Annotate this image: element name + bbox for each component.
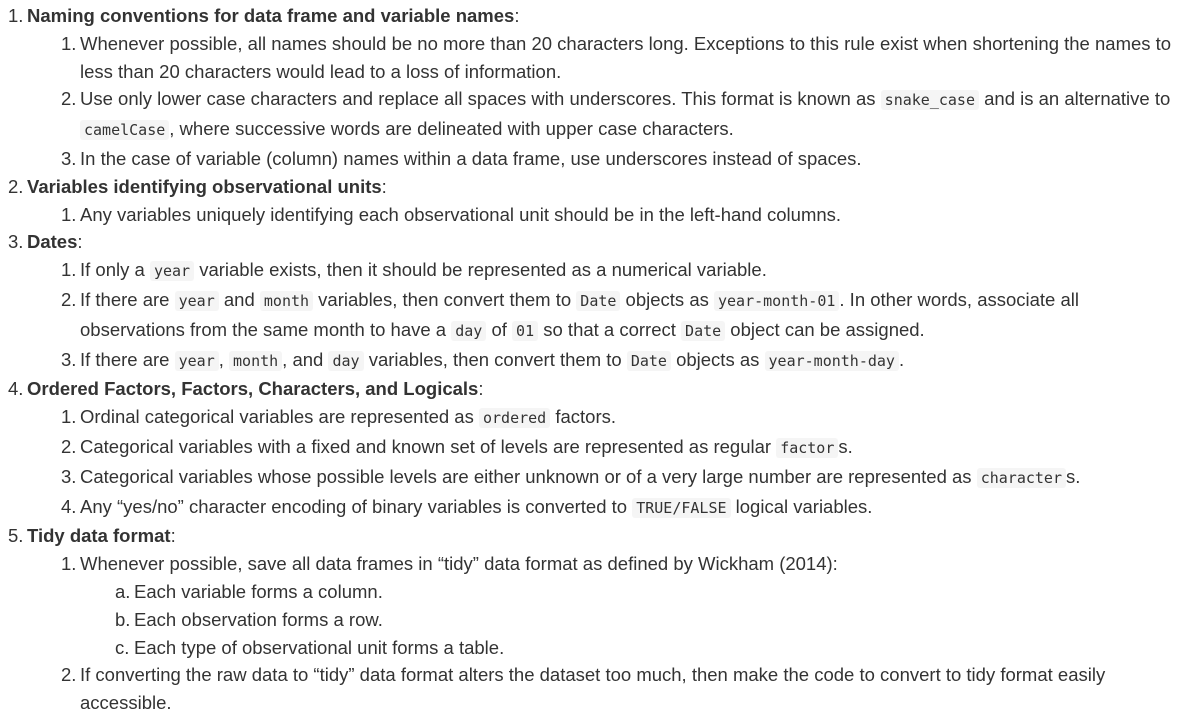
list-item: 1. Naming conventions for data frame and variable names: 1. Whenever possible, all names should be no more than 20 characters long. Exceptions to this rule exist when shortening the names to less than 20 characters would lead to a loss of information. 2. Use only lower case characters and replace all spaces with underscores. This format is known as snake_case and is an alternative to camelCase , where successive words are delineated with upper case characters. 3. In the case of variable (column) names within a data frame, use underscores instead of spaces. bbox=[0, 2, 1200, 173]
text: In the case of variable (column) names within a data frame, use underscores instead of spaces. bbox=[80, 147, 862, 169]
sub-list bbox=[0, 256, 1200, 375]
item-number: 2. bbox=[8, 175, 24, 197]
text: . In other words, associate all observations from the same month to have a bbox=[80, 288, 1079, 340]
sub-list bbox=[0, 201, 1200, 229]
inline-code: year-month-day bbox=[765, 351, 899, 371]
inline-code: Date bbox=[576, 291, 620, 311]
inline-code: character bbox=[977, 468, 1066, 488]
text: Ordinal categorical variables are represented as bbox=[80, 406, 479, 428]
sub-item-number: 1. bbox=[61, 553, 77, 575]
list-item: 3. Dates: 1. If only a year variable exists, then it should be represented as a numerical variable. 2. If there are year and month variables, then convert them to Date objects as year-month-01 . In other words, associate all observations from the same month to have a day of 01 so that a correct Date object can be assigned. 3. If there are year , month , and day variables, then convert them to Date objects as year-month-day . bbox=[0, 228, 1200, 375]
text: . bbox=[898, 348, 905, 370]
text: If converting the raw data to “tidy” data format alters the dataset too much, then make the code to convert to tidy format easily accessible. bbox=[80, 664, 1106, 714]
sub-sub-list-item bbox=[0, 634, 1186, 662]
sub-sub-item-letter: c. bbox=[115, 636, 130, 658]
list-item: 2. Variables identifying observational units: 1. Any variables uniquely identifying each observational unit should be in the left-hand columns. bbox=[0, 173, 1200, 229]
text: objects as bbox=[670, 348, 765, 370]
text: Categorical variables whose possible levels are either unknown or of a very large number are represented as bbox=[80, 465, 977, 487]
list-item: 5. Tidy data format: 1. Whenever possible, save all data frames in “tidy” data format as defined by Wickham (2014): a. Each variable forms a column. b. Each observation forms a row. c. Each type of observational unit forms a table. 2. If converting the raw data to “tidy” data format alters the dataset too much, then make the code to convert to tidy format easily accessible. bbox=[0, 522, 1200, 717]
sub-list-item bbox=[0, 201, 1200, 229]
inline-code: month bbox=[260, 291, 313, 311]
text: If there are bbox=[80, 288, 175, 310]
text: variable exists, then it should be represented as a numerical variable. bbox=[194, 259, 767, 281]
inline-code: snake_case bbox=[881, 90, 979, 110]
sub-list-item bbox=[0, 463, 1200, 493]
text: Use only lower case characters and replace all spaces with underscores. This format is known as bbox=[80, 88, 881, 110]
inline-code: year-month-01 bbox=[714, 291, 839, 311]
text: factors. bbox=[550, 406, 617, 428]
list-item: 4. Ordered Factors, Factors, Characters, and Logicals: 1. Ordinal categorical variables are represented as ordered factors. 2. Categorical variables with a fixed and known set of levels are represented as regular factor s. 3. Categorical variables whose possible levels are either unknown or of a very large number are represented as character s. 4. Any “yes/no” character encoding of binary variables is converted to TRUE/FALSE logical variables. bbox=[0, 375, 1200, 522]
guidelines-list bbox=[0, 2, 1200, 717]
text: , bbox=[218, 348, 230, 370]
inline-code: factor bbox=[776, 438, 838, 458]
item-title: Variables identifying observational units bbox=[27, 175, 382, 197]
sub-list-item bbox=[0, 85, 1200, 145]
sub-item-number: 2. bbox=[61, 88, 77, 110]
inline-code: year bbox=[175, 291, 219, 311]
text: Each observation forms a row. bbox=[134, 608, 383, 630]
sub-list-item bbox=[0, 286, 1200, 346]
item-title: Dates bbox=[27, 231, 78, 253]
sub-item-number: 4. bbox=[61, 495, 77, 517]
sub-list-item bbox=[0, 346, 1200, 376]
inline-code: 01 bbox=[512, 321, 538, 341]
item-title: Naming conventions for data frame and variable names bbox=[27, 5, 515, 26]
inline-code: ordered bbox=[479, 408, 550, 428]
text: , where successive words are delineated with upper case characters. bbox=[169, 118, 734, 140]
sub-list bbox=[0, 550, 1200, 717]
inline-code: Date bbox=[681, 321, 725, 341]
text: variables, then convert them to bbox=[363, 348, 627, 370]
inline-code: year bbox=[175, 351, 219, 371]
sub-item-number: 2. bbox=[61, 288, 77, 310]
text: , and bbox=[282, 348, 329, 370]
sub-item-number: 2. bbox=[61, 435, 77, 457]
inline-code: month bbox=[229, 351, 282, 371]
text: so that a correct bbox=[538, 318, 682, 340]
sub-sub-list-item bbox=[0, 578, 1186, 606]
text: Whenever possible, all names should be no more than 20 characters long. Exceptions to this rule exist when shortening the names to less than 20 characters would lead to a loss of information. bbox=[80, 32, 1172, 82]
inline-code: TRUE/FALSE bbox=[632, 498, 730, 518]
sub-list-item bbox=[0, 145, 1200, 173]
sub-sub-item-letter: a. bbox=[115, 580, 131, 602]
item-title: Tidy data format bbox=[27, 525, 171, 547]
sub-item-number: 3. bbox=[61, 465, 77, 487]
text: variables, then convert them to bbox=[313, 288, 577, 310]
text: object can be assigned. bbox=[725, 318, 925, 340]
sub-sub-item-letter: b. bbox=[115, 608, 131, 630]
text: and bbox=[218, 288, 260, 310]
text: Categorical variables with a fixed and known set of levels are represented as regular bbox=[80, 435, 777, 457]
sub-list-item bbox=[0, 433, 1200, 463]
text: Any “yes/no” character encoding of binary variables is converted to bbox=[80, 495, 633, 517]
sub-item-number: 2. bbox=[61, 664, 77, 686]
sub-list-item bbox=[0, 493, 1200, 523]
item-number: 4. bbox=[8, 378, 24, 400]
text: Any variables uniquely identifying each observational unit should be in the left-hand columns. bbox=[80, 203, 842, 225]
sub-list-item bbox=[0, 661, 1200, 717]
text: Each variable forms a column. bbox=[134, 580, 383, 602]
text: Each type of observational unit forms a table. bbox=[134, 636, 505, 658]
sub-list-item bbox=[0, 30, 1200, 86]
text: If there are bbox=[80, 348, 175, 370]
sub-item-number: 3. bbox=[61, 147, 77, 169]
sub-item-number: 1. bbox=[61, 259, 77, 281]
sub-item-number: 3. bbox=[61, 348, 77, 370]
sub-item-number: 1. bbox=[61, 406, 77, 428]
sub-list bbox=[0, 30, 1200, 173]
text: s. bbox=[1065, 465, 1081, 487]
text: objects as bbox=[620, 288, 714, 310]
text: logical variables. bbox=[730, 495, 873, 517]
sub-sub-list-item bbox=[0, 606, 1186, 634]
sub-sub-list bbox=[0, 578, 1186, 661]
inline-code: day bbox=[328, 351, 363, 371]
sub-list-item bbox=[0, 550, 1200, 661]
inline-code: year bbox=[150, 261, 194, 281]
text: s. bbox=[838, 435, 853, 457]
sub-list bbox=[0, 403, 1200, 522]
sub-item-number: 1. bbox=[61, 203, 77, 225]
inline-code: camelCase bbox=[80, 120, 169, 140]
sub-list-item bbox=[0, 256, 1200, 286]
item-number: 5. bbox=[8, 525, 24, 547]
sub-list-item bbox=[0, 403, 1200, 433]
inline-code: day bbox=[451, 321, 486, 341]
item-number: 1. bbox=[8, 5, 24, 26]
text: If only a bbox=[80, 259, 150, 281]
text: and is an alternative to bbox=[978, 88, 1171, 110]
text: Whenever possible, save all data frames in “tidy” data format as defined by Wickham (2014): bbox=[80, 553, 838, 575]
sub-item-number: 1. bbox=[61, 32, 77, 54]
item-number: 3. bbox=[8, 231, 24, 253]
text: of bbox=[486, 318, 513, 340]
inline-code: Date bbox=[627, 351, 671, 371]
item-title: Ordered Factors, Factors, Characters, and Logicals bbox=[27, 378, 479, 400]
